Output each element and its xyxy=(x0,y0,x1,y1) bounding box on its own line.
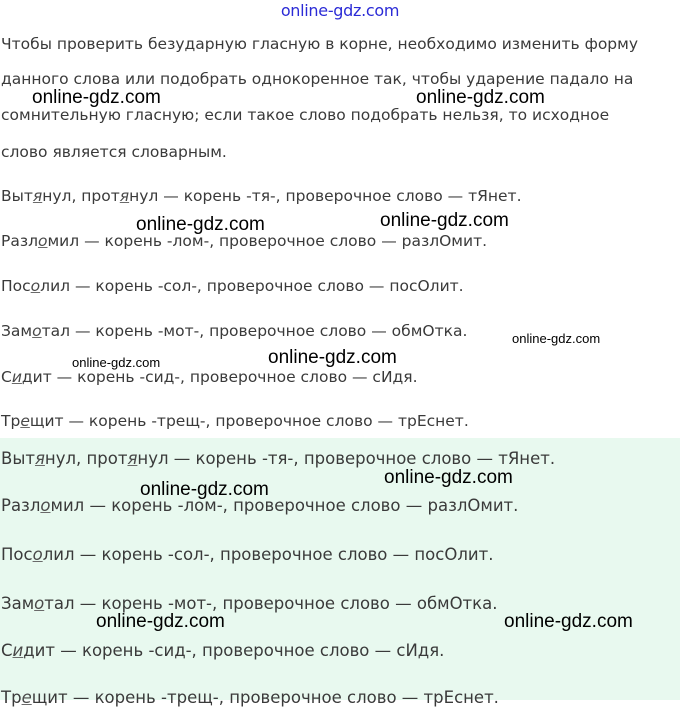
text-part: С xyxy=(1,641,13,660)
watermark: online-gdz.com xyxy=(512,331,601,346)
text-part: нул, прот xyxy=(42,187,120,205)
watermark: online-gdz.com xyxy=(96,611,225,632)
site-logo: online-gdz.com xyxy=(280,1,400,20)
text-part: тал — корень -мот-, проверочное слово — обмОтка. xyxy=(44,594,498,613)
watermark: online-gdz.com xyxy=(136,214,265,235)
example-line xyxy=(1,411,469,431)
text-part: щит — корень -трещ-, проверочное слово — трЕснет. xyxy=(31,688,499,707)
underlined-vowel: о xyxy=(38,232,48,250)
watermark: online-gdz.com xyxy=(140,479,269,500)
text-part: Зам xyxy=(1,594,35,613)
text-part: лил — корень -сол-, проверочное слово — посОлит. xyxy=(40,277,464,295)
underlined-vowel: и xyxy=(11,368,22,386)
text-part: Выт xyxy=(1,187,33,205)
text-part: Пос xyxy=(1,545,33,564)
intro-line: Чтобы проверить безударную гласную в корне, необходимо изменить форму xyxy=(1,35,639,53)
example-line xyxy=(1,321,467,341)
text-part: нул, прот xyxy=(44,449,128,468)
watermark: online-gdz.com xyxy=(504,611,633,632)
text-part: С xyxy=(1,368,12,386)
underlined-vowel: е xyxy=(21,688,32,707)
text-part: тал — корень -мот-, проверочное слово — обмОтка. xyxy=(41,322,468,340)
underlined-vowel: я xyxy=(34,449,45,468)
intro-line: слово является словарным. xyxy=(1,143,227,161)
text-part: дит — корень -сид-, проверочное слово — сИдя. xyxy=(21,368,418,386)
underlined-vowel: е xyxy=(20,412,30,430)
text-part: щит — корень -трещ-, проверочное слово — трЕснет. xyxy=(29,412,469,430)
watermark: online-gdz.com xyxy=(380,210,509,231)
text-part: дит — корень -сид-, проверочное слово — сИдя. xyxy=(23,641,445,660)
text-part: Выт xyxy=(1,449,35,468)
underlined-vowel: о xyxy=(34,594,45,613)
text-part: Зам xyxy=(1,322,33,340)
watermark: online-gdz.com xyxy=(72,355,161,370)
watermark: online-gdz.com xyxy=(32,87,161,108)
text-part: Разл xyxy=(1,232,38,250)
text-part: нул — корень -тя-, проверочное слово — тЯнет. xyxy=(137,449,556,468)
underlined-vowel: и xyxy=(12,641,24,660)
watermark: online-gdz.com xyxy=(416,87,545,108)
example-line xyxy=(1,687,499,709)
example-line xyxy=(1,186,522,206)
text-part: Разл xyxy=(1,496,41,515)
example-line xyxy=(1,640,444,662)
text-part: Пос xyxy=(1,277,31,295)
intro-line: данного слова или подобрать однокоренное так, чтобы ударение падало на xyxy=(1,70,634,88)
intro-line: сомнительную гласную; если такое слово подобрать нельзя, то исходное xyxy=(1,106,610,124)
example-line xyxy=(1,544,493,566)
underlined-vowel: я xyxy=(127,449,138,468)
underlined-vowel: о xyxy=(40,496,51,515)
example-line xyxy=(1,593,498,615)
example-line xyxy=(1,367,418,387)
example-line xyxy=(1,276,464,296)
text-part: лил — корень -сол-, проверочное слово — посОлит. xyxy=(42,545,494,564)
text-part: Тр xyxy=(1,412,21,430)
text-part: мил — корень -лом-, проверочное слово — разлОмит. xyxy=(47,232,488,250)
text-part: мил — корень -лом-, проверочное слово — разлОмит. xyxy=(50,496,519,515)
underlined-vowel: я xyxy=(119,187,130,205)
answer-panel xyxy=(0,438,680,707)
text-part: Тр xyxy=(1,688,22,707)
text-part: нул — корень -тя-, проверочное слово — тЯнет. xyxy=(129,187,522,205)
underlined-vowel: я xyxy=(32,187,43,205)
watermark: online-gdz.com xyxy=(384,467,513,488)
underlined-vowel: о xyxy=(32,545,43,564)
underlined-vowel: о xyxy=(32,322,42,340)
watermark: online-gdz.com xyxy=(268,347,397,368)
underlined-vowel: о xyxy=(30,277,41,295)
